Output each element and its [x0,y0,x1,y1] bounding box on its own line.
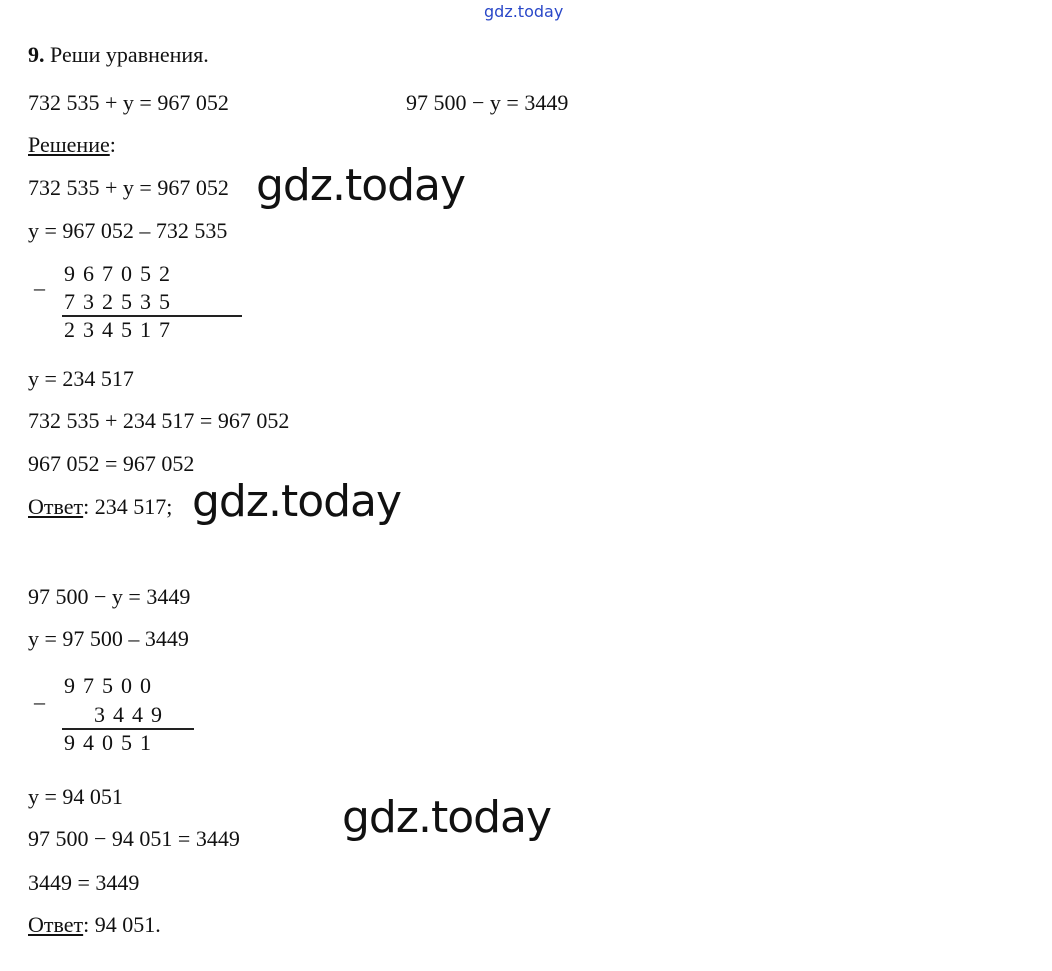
watermark-3: gdz.today [342,792,552,843]
p2-minus-sign: – [34,689,45,714]
p1-answer-value: : 234 517; [83,494,173,519]
p2-line-5: 3449 = 3449 [28,870,140,895]
watermark-2: gdz.today [192,476,402,527]
task-number: 9. [28,42,45,67]
p1-result: 234517 [64,317,178,342]
p2-subtrahend: 3449 [94,702,170,727]
p2-line-3: y = 94 051 [28,784,123,809]
p1-minuend: 967052 [64,261,178,286]
p1-line-2: y = 967 052 – 732 535 [28,218,228,243]
p1-minus-sign: – [34,275,45,300]
solution-colon: : [109,132,116,157]
solution-heading [28,132,116,158]
p2-result: 94051 [64,730,159,755]
p1-line-3: y = 234 517 [28,366,134,391]
p2-line-1: 97 500 − y = 3449 [28,584,191,609]
p2-column-subtraction [34,674,214,756]
watermark-top: gdz.today [484,2,564,21]
p1-subtrahend: 732535 [64,289,178,314]
p1-column-subtraction [34,262,244,344]
task-title: Реши уравнения. [50,42,209,67]
p2-minuend: 97500 [64,673,159,698]
task-heading [28,42,209,68]
task-equation-1: 732 535 + y = 967 052 [28,90,229,115]
p1-line-1: 732 535 + y = 967 052 [28,175,229,200]
watermark-1: gdz.today [256,160,466,211]
p1-answer-label: Ответ [28,494,84,519]
p1-answer [28,494,172,520]
p2-answer [28,912,161,938]
p1-line-5: 967 052 = 967 052 [28,451,195,476]
p1-line-4: 732 535 + 234 517 = 967 052 [28,408,290,433]
p2-line-4: 97 500 − 94 051 = 3449 [28,826,240,851]
task-equation-2: 97 500 − y = 3449 [406,90,569,115]
solution-label: Решение [28,132,110,157]
p2-answer-label: Ответ [28,912,84,937]
p2-answer-value: : 94 051. [83,912,161,937]
p2-line-2: y = 97 500 – 3449 [28,626,189,651]
